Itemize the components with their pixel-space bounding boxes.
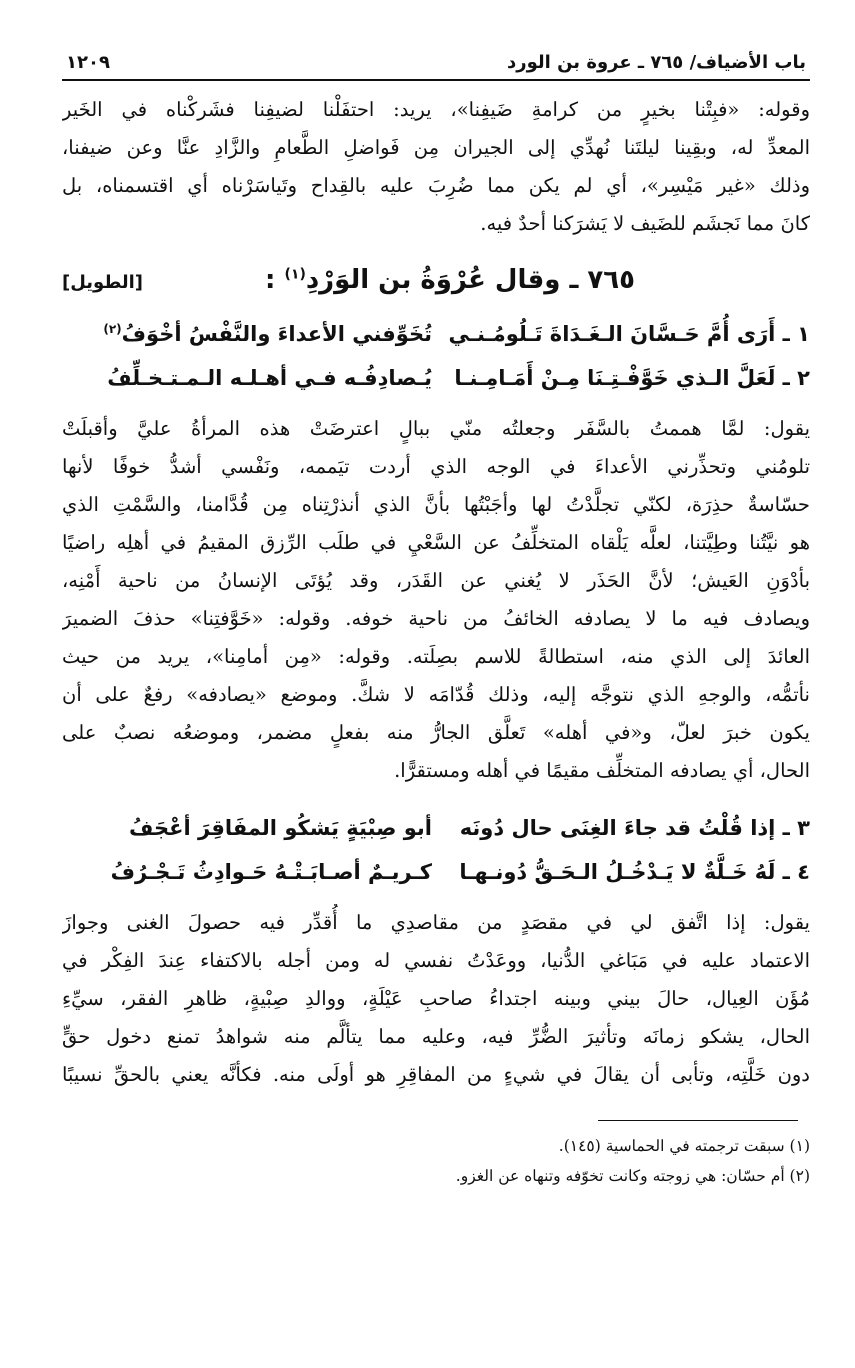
running-header: [62, 52, 810, 79]
verse-3: [62, 806, 810, 850]
footnote-2: (٢) أم حسّان: هي زوجته وكانت تخوّفه وتنهاه عن الغزو.: [455, 1167, 810, 1185]
verse-hemistich-second: تُخَوِّفني الأعداءَ والنَّفْسُ أخْوَفُ$^{(٢)}$: [103, 322, 432, 346]
text-line: الاعتماد عليه في مَبَاغي الدُّنيا، ووعَدْتُ نفسي له ومن أجله بالاكتفاء عِندَ الفِكْر في: [62, 949, 810, 972]
text-line: هو نيَّتُنا وطِيَّتنا، لعلَّه يَلْقاه المتخلِّفُ عن السَّعْيِ في طلَب الرِّزق المقيمُ في أهلِه راضيًا: [62, 531, 810, 554]
verse-1: [62, 307, 810, 356]
commentary-paragraph-1: [62, 91, 810, 243]
text-line: يقول: لمَّا هممتُ بالسَّفَر وجعلتُه منّي ببالٍ اعترضَتْ هذه المرأةُ عليَّ وأقبلَتْ: [62, 417, 810, 440]
text-line: المعدِّ له، وبقِينا ليلتَنا نُهدِّي إلى الجيران مِن فَواضلِ الطَّعامِ والزَّادِ عنَّا وعن ضيفنا،: [62, 136, 810, 159]
verse-hemistich-first: ٤ ـ لَهُ خَـلَّةٌ لا يَـدْخُـلُ الـحَـقُّ دُونـهـا: [459, 860, 810, 884]
text-line: وذلك «غير مَيْسِر»، أي لم يكن مما ضُرِبَ عليه بالقِداح وتَياسَرْناه أي اقتسمناه، بل: [62, 174, 810, 197]
commentary-paragraph-2: [62, 410, 810, 790]
text-line: تلومُني وتحذِّرني الأعداءَ في الوجه الذي أردت تيَممه، ونَفْسي أشدُّ خوفًا لأنها: [62, 455, 810, 478]
verse-hemistich-first: ١ ـ أَرَى أُمَّ حَـسَّانَ الـغَـدَاةَ تَـلُومُـنـي: [448, 322, 810, 346]
verse-hemistich-second: أبو صِبْيَةٍ يَشكُو المفَاقِرَ أعْجَفُ: [129, 816, 432, 840]
verse-hemistich-second: يُـصادِفُـه فـي أهـلـه الـمـتـخـلِّفُ: [107, 366, 432, 390]
text-line: كانَ مما نَجشَم للضَيف لا يَشرَكنا أحدٌ فيه.: [480, 212, 810, 235]
text-line: نأتمُّه، والوجهِ الذي نتوجَّه إليه، وذلك قُدّامَه لا شكَّ. وموضع «يصادفه» رفعٌ على أن: [62, 683, 810, 706]
text-line: يكون خبرَ لعلّ، و«في أهله» تَعلَّق الجارُّ منه بفعلٍ مضمر، وموضعُه نصبٌ على: [62, 721, 810, 744]
text-line: العائدَ إلى الذي منه، استطالةً للاسم بصِلَته. وقوله: «مِن أمامِنا»، يريد من حيث: [62, 645, 810, 668]
verse-hemistich-second: كـريـمٌ أصـابَـتْـهُ حَـوادِثُ تَـجْـرُفُ: [110, 860, 432, 884]
text-line: بأدْوَنِ العَيش؛ لأنَّ الحَذَر لا يُغني عن القَدَر، وقد يُؤتَى الإنسانُ من ناحية أَمْنِه،: [62, 569, 810, 592]
text-line: دون خَلَّتِه، وتأبى أن يقالَ في شيءٍ من المفاقِرِ هو أولَى منه. فكأنَّه يعني بالحقِّ نسيبًا: [62, 1063, 810, 1086]
footnote-1: (١) سبقت ترجمته في الحماسية (١٤٥).: [558, 1137, 810, 1155]
footnote-ref: (٢): [103, 322, 122, 336]
footnote-ref: (١): [284, 266, 306, 283]
commentary-paragraph-3: [62, 904, 810, 1094]
verse-hemistich-first: ٢ ـ لَعَلَّ الـذي خَوَّفْـتِـنَا مِـنْ أَمَـامِـنـا: [454, 366, 810, 390]
text-line: حسّاسةٌ حذِرَة، لكنّي تجلَّدْتُ لها وأجَبْتُها بأنَّ الذي أنذرْتِناه مِن قُدَّامنا، والسَّمْتِ الذي: [62, 493, 810, 516]
verse-hemistich-first: ٣ ـ إذا قُلْتُ قد جاءَ الغِنَى حال دُونَه: [459, 816, 810, 840]
poem-title: ٧٦٥ ـ وقال عُرْوَةُ بن الوَرْدِ$^{(١)}$ :: [265, 265, 635, 295]
footnote-divider: [598, 1120, 798, 1121]
chapter-title: باب الأضياف/ ٧٦٥ ـ عروة بن الورد: [507, 52, 806, 73]
text-line: ويصادف فيه ما لا يصادفه الخائفُ من ناحية خوفه. وقوله: «خَوَّفتِنا» حذفَ الضميرَ: [62, 607, 810, 630]
text-line: الحال، أي يصادفه المتخلِّف مقيمًا في أهله ومستقرًّا.: [394, 759, 810, 782]
text-line: وقوله: «فبِتْنا بخيرٍ من كرامةِ ضَيفِنا»، يريد: احتفَلْنا لضيفِنا فشَركْناه في الخَير: [62, 98, 810, 121]
book-page: [62, 52, 810, 1191]
poem-heading: [62, 265, 810, 295]
header-divider: [62, 79, 810, 81]
text-line: الحال، يشكو زمانَه وتأثيرَ الضُّرِّ فيه، وعليه مما يتألَّم منه شواهدُ تمنع دخول حقٍّ: [62, 1025, 810, 1048]
page-number: ١٢٠٩: [66, 52, 110, 73]
verse-2: [62, 356, 810, 400]
text-line: مُؤَن العِيال، حالَ بيني وبينه اجتداءُ صاحبِ عَيْلَةٍ، ووالدِ صِبْيةٍ، ظاهرِ الفقر، سيِّءِ: [62, 987, 810, 1010]
verse-4: [62, 850, 810, 894]
poem-meter: [الطويل]: [62, 272, 144, 293]
text-line: يقول: إذا اتَّفق لي في مقصَدٍ من مقاصدِي ما أُقدِّر فيه حصولَ الغنى وجوازَ: [62, 911, 810, 934]
